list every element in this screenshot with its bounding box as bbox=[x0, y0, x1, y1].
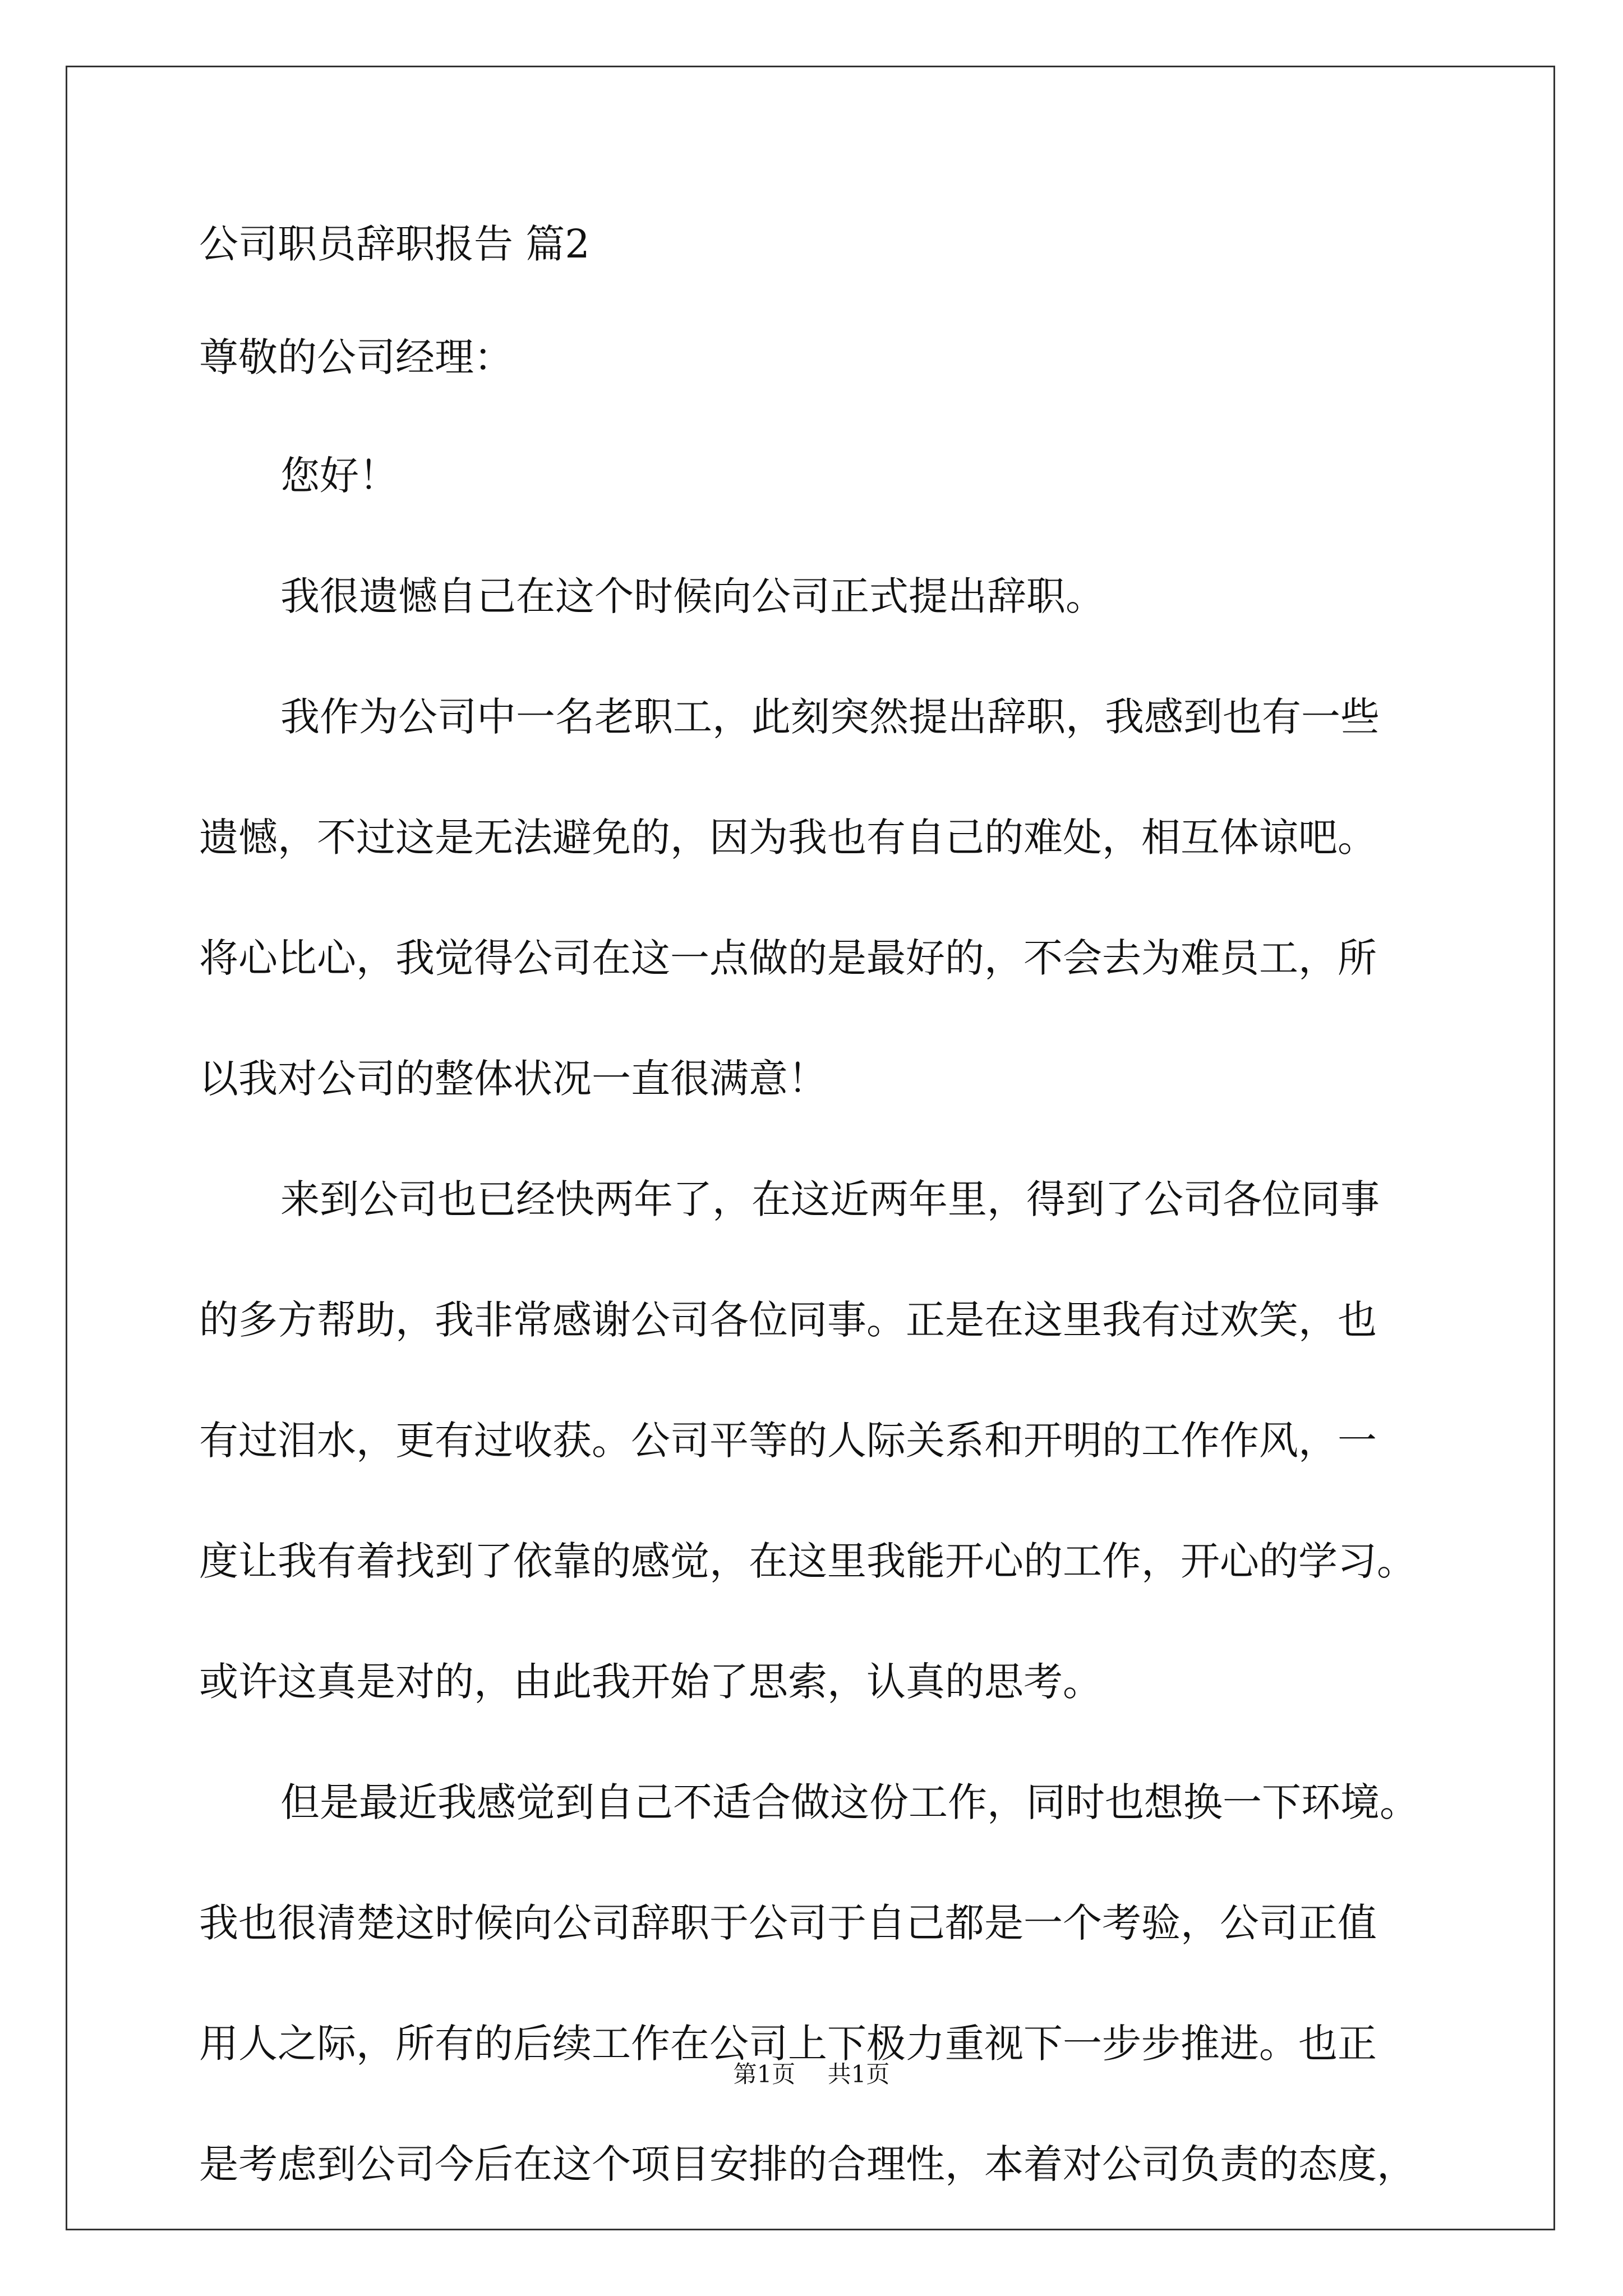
paragraph-line: 遗憾，不过这是无法避免的，因为我也有自己的难处，相互体谅吧。 bbox=[199, 815, 1377, 861]
paragraph-line: 但是最近我感觉到自己不适合做这份工作，同时也想换一下环境。 bbox=[280, 1779, 1419, 1825]
paragraph-line: 来到公司也已经快两年了，在这近两年里，得到了公司各位同事 bbox=[280, 1176, 1380, 1222]
paragraph-greeting: 您好！ bbox=[280, 453, 398, 499]
document-body bbox=[199, 221, 1430, 2187]
paragraph-line: 以我对公司的整体状况一直很满意！ bbox=[199, 1056, 827, 1102]
page-footer bbox=[0, 2060, 1623, 2088]
salutation: 尊敬的公司经理： bbox=[199, 334, 513, 380]
page-number-total: 共1页 bbox=[827, 2060, 890, 2088]
paragraph-line: 我作为公司中一名老职工，此刻突然提出辞职，我感到也有一些 bbox=[280, 694, 1380, 740]
document-title: 公司职员辞职报告 篇2 bbox=[199, 221, 590, 267]
paragraph-line: 我也很清楚这时候向公司辞职于公司于自己都是一个考验，公司正值 bbox=[199, 1900, 1377, 1946]
paragraph-line: 的多方帮助，我非常感谢公司各位同事。正是在这里我有过欢笑，也 bbox=[199, 1297, 1377, 1343]
paragraph-line: 有过泪水，更有过收获。公司平等的人际关系和开明的工作作风，一 bbox=[199, 1418, 1377, 1464]
paragraph-line: 用人之际，所有的后续工作在公司上下极力重视下一步步推进。也正 bbox=[199, 2021, 1377, 2067]
paragraph-line: 或许这真是对的，由此我开始了思索，认真的思考。 bbox=[199, 1659, 1102, 1705]
paragraph-line: 度让我有着找到了依靠的感觉，在这里我能开心的工作，开心的学习。 bbox=[199, 1538, 1416, 1584]
page-number-current: 第1页 bbox=[733, 2060, 796, 2088]
paragraph-line: 将心比心，我觉得公司在这一点做的是最好的，不会去为难员工，所 bbox=[199, 935, 1377, 981]
paragraph-line: 我很遗憾自己在这个时候向公司正式提出辞职。 bbox=[280, 573, 1105, 619]
paragraph-line: 是考虑到公司今后在这个项目安排的合理性，本着对公司负责的态度， bbox=[199, 2141, 1416, 2187]
